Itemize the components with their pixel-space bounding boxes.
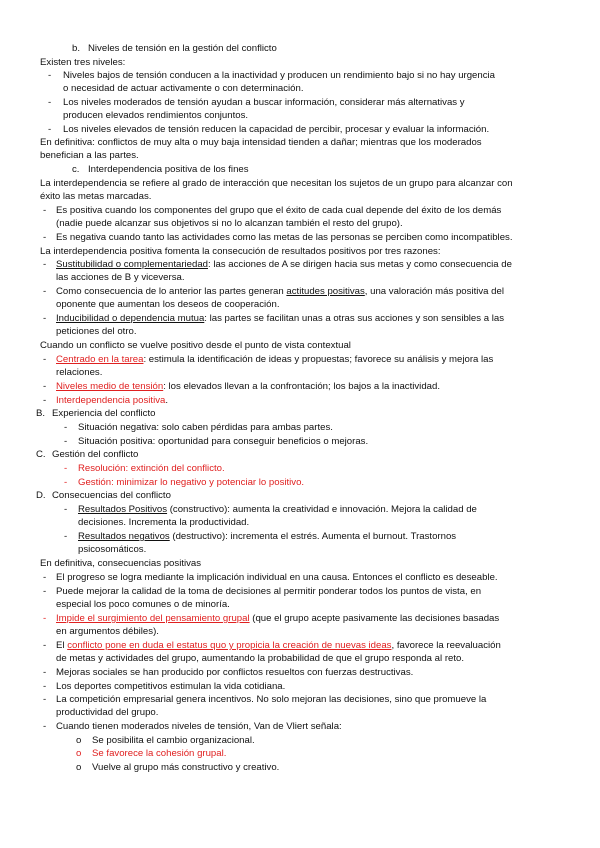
dash-marker: - xyxy=(43,721,47,732)
list-item-continuation: en argumentos débiles). xyxy=(56,626,159,637)
term: Inducibilidad o dependencia mutua xyxy=(56,313,205,324)
list-item-continuation: las acciones de B y viceversa. xyxy=(56,272,185,283)
list-item-continuation: productividad del grupo. xyxy=(56,707,159,718)
list-item-continuation: o necesidad de actuar activamente o con determinación. xyxy=(63,83,304,94)
dash-marker: - xyxy=(64,463,68,474)
item-text: (destructivo): incrementa el estrés. Aumenta el burnout. Trastornos xyxy=(169,531,457,542)
dash-marker: - xyxy=(64,477,68,488)
list-item xyxy=(56,259,512,271)
paragraph: Existen tres niveles: xyxy=(40,57,126,68)
dash-marker: - xyxy=(43,395,47,406)
list-item: Los deportes competitivos estimulan la vida cotidiana. xyxy=(56,681,286,692)
item-text: , favorece la reevaluación xyxy=(391,640,501,651)
item-text: : las partes se facilitan unas a otras sus acciones y son sensibles a las xyxy=(204,313,504,324)
list-item xyxy=(56,381,440,393)
list-marker: c. xyxy=(72,164,80,175)
list-item: El progreso se logra mediante la implicación individual en una causa. Entonces el conflicto es deseable. xyxy=(56,572,498,583)
list-item-continuation: decisiones. Incrementa la productividad. xyxy=(78,517,250,528)
list-item: Niveles bajos de tensión conducen a la inactividad y producen un rendimiento bajo si no hay urgencia xyxy=(63,70,495,81)
list-item: Es negativa cuando tanto las actividades como las metas de las personas se perciben como incompatibles. xyxy=(56,232,513,243)
item-text: El xyxy=(56,640,68,651)
dash-marker: - xyxy=(64,531,68,542)
list-item-continuation: peticiones del otro. xyxy=(56,326,137,337)
list-item: Resolución: extinción del conflicto. xyxy=(78,463,225,474)
highlight: Impide el surgimiento del pensamiento grupal xyxy=(56,613,250,624)
list-item: Los niveles moderados de tensión ayudan a buscar información, considerar más alternativas y xyxy=(63,97,465,108)
list-item-continuation: oponente que aumentan los deseos de cooperación. xyxy=(56,299,280,310)
list-item: Puede mejorar la calidad de la toma de decisiones al permitir ponderar todos los puntos de vista, en xyxy=(56,586,482,597)
item-text: , una valoración más positiva del xyxy=(364,286,504,297)
term: Resultados negativos xyxy=(78,531,170,542)
list-item: Situación positiva: oportunidad para conseguir beneficios o mejoras. xyxy=(78,436,369,447)
dash-marker: - xyxy=(48,97,52,108)
list-item: Los niveles elevados de tensión reducen la capacidad de percibir, procesar y evaluar la información. xyxy=(63,124,490,135)
dash-marker: - xyxy=(43,613,47,624)
dash-marker: - xyxy=(43,205,47,216)
list-item xyxy=(78,531,456,543)
list-item-continuation: relaciones. xyxy=(56,367,103,378)
section-marker: C. xyxy=(36,449,46,460)
item-text: : los elevados llevan a la confrontación; los bajos a la inactividad. xyxy=(163,381,440,392)
list-item: Gestión: minimizar lo negativo y potenciar lo positivo. xyxy=(78,477,305,488)
dash-marker: - xyxy=(43,354,47,365)
circle-marker: o xyxy=(76,735,82,746)
circle-marker: o xyxy=(76,762,82,773)
list-item xyxy=(56,613,499,625)
list-marker: b. xyxy=(72,43,81,54)
list-item: Mejoras sociales se han producido por conflictos resueltos con fuerzas destructivas. xyxy=(56,667,414,678)
list-item-continuation: de metas y actividades del grupo, aumentando la probabilidad de que el grupo responda al reto. xyxy=(56,653,465,664)
item-text: : las acciones de A se dirigen hacia sus metas y como consecuencia de xyxy=(208,259,512,270)
highlight: Interdependencia positiva xyxy=(56,395,166,406)
dash-marker: - xyxy=(43,259,47,270)
section-heading: Interdependencia positiva de los fines xyxy=(88,164,249,175)
paragraph: La interdependencia se refiere al grado de interacción que necesitan los sujetos de un grupo para alcanzar con xyxy=(40,178,513,189)
term: Resultados Positivos xyxy=(78,504,168,515)
sub-list-item: Vuelve al grupo más constructivo y creativo. xyxy=(92,762,280,773)
list-item: Situación negativa: solo caben pérdidas para ambas partes. xyxy=(78,422,333,433)
paragraph: Cuando un conflicto se vuelve positivo desde el punto de vista contextual xyxy=(40,340,351,351)
paragraph: En definitiva: conflictos de muy alta o muy baja intensidad tienden a dañar; mientras que los moderados xyxy=(40,137,482,148)
dash-marker: - xyxy=(43,681,47,692)
list-item: La competición empresarial genera incentivos. No solo mejoran las decisiones, sino que promueve la xyxy=(56,694,487,705)
list-item: Cuando tienen moderados niveles de tensión, Van de Vliert señala: xyxy=(56,721,342,732)
sub-list-item: Se favorece la cohesión grupal. xyxy=(92,748,227,759)
section-marker: D. xyxy=(36,490,46,501)
list-item xyxy=(78,504,477,516)
section-heading: Niveles de tensión en la gestión del conflicto xyxy=(88,43,277,54)
item-text: : estimula la identificación de ideas y propuestas; favorece su análisis y mejora las xyxy=(143,354,494,365)
dash-marker: - xyxy=(43,667,47,678)
dash-marker: - xyxy=(48,70,52,81)
dash-marker: - xyxy=(64,422,68,433)
circle-marker: o xyxy=(76,748,82,759)
dash-marker: - xyxy=(43,586,47,597)
dash-marker: - xyxy=(48,124,52,135)
highlight: Centrado en la tarea xyxy=(56,354,144,365)
dash-marker: - xyxy=(64,436,68,447)
dash-marker: - xyxy=(64,504,68,515)
item-text: . xyxy=(165,395,169,406)
paragraph: La interdependencia positiva fomenta la consecución de resultados positivos por tres razones: xyxy=(40,246,441,257)
item-text: Como consecuencia de lo anterior las partes generan xyxy=(56,286,287,297)
list-item: Es positiva cuando los componentes del grupo que el éxito de cada cual depende del éxito de los demás xyxy=(56,205,502,216)
paragraph: benefician a las partes. xyxy=(40,150,139,161)
sub-list-item: Se posibilita el cambio organizacional. xyxy=(92,735,255,746)
dash-marker: - xyxy=(43,232,47,243)
dash-marker: - xyxy=(43,694,47,705)
section-heading: Consecuencias del conflicto xyxy=(52,490,171,501)
paragraph: En definitiva, consecuencias positivas xyxy=(40,558,202,569)
item-text: (que el grupo acepte pasivamente las decisiones basadas xyxy=(249,613,500,624)
section-heading: Experiencia del conflicto xyxy=(52,408,156,419)
highlight: Niveles medio de tensión xyxy=(56,381,164,392)
list-item xyxy=(56,286,504,298)
term: actitudes positivas xyxy=(286,286,365,297)
item-text: (constructivo): aumenta la creatividad e innovación. Mejora la calidad de xyxy=(167,504,477,515)
paragraph: éxito las metas marcadas. xyxy=(40,191,152,202)
list-item-continuation: especial los poco comunes o de minoría. xyxy=(56,599,230,610)
list-item xyxy=(56,395,168,407)
list-item-continuation: psicosomáticos. xyxy=(78,544,147,555)
dash-marker: - xyxy=(43,381,47,392)
list-item xyxy=(56,354,493,366)
dash-marker: - xyxy=(43,286,47,297)
section-marker: B. xyxy=(36,408,46,419)
dash-marker: - xyxy=(43,572,47,583)
list-item xyxy=(56,313,504,325)
dash-marker: - xyxy=(43,313,47,324)
highlight: conflicto pone en duda el estatus quo y propicia la creación de nuevas ideas xyxy=(67,640,392,651)
term: Sustitubilidad o complementariedad xyxy=(56,259,208,270)
dash-marker: - xyxy=(43,640,47,651)
list-item-continuation: (nadie puede alcanzar sus objetivos si no lo alcanzan también el resto del grupo). xyxy=(56,218,403,229)
section-heading: Gestión del conflicto xyxy=(52,449,139,460)
list-item xyxy=(56,640,501,652)
list-item-continuation: producen elevados rendimientos conjuntos. xyxy=(63,110,249,121)
